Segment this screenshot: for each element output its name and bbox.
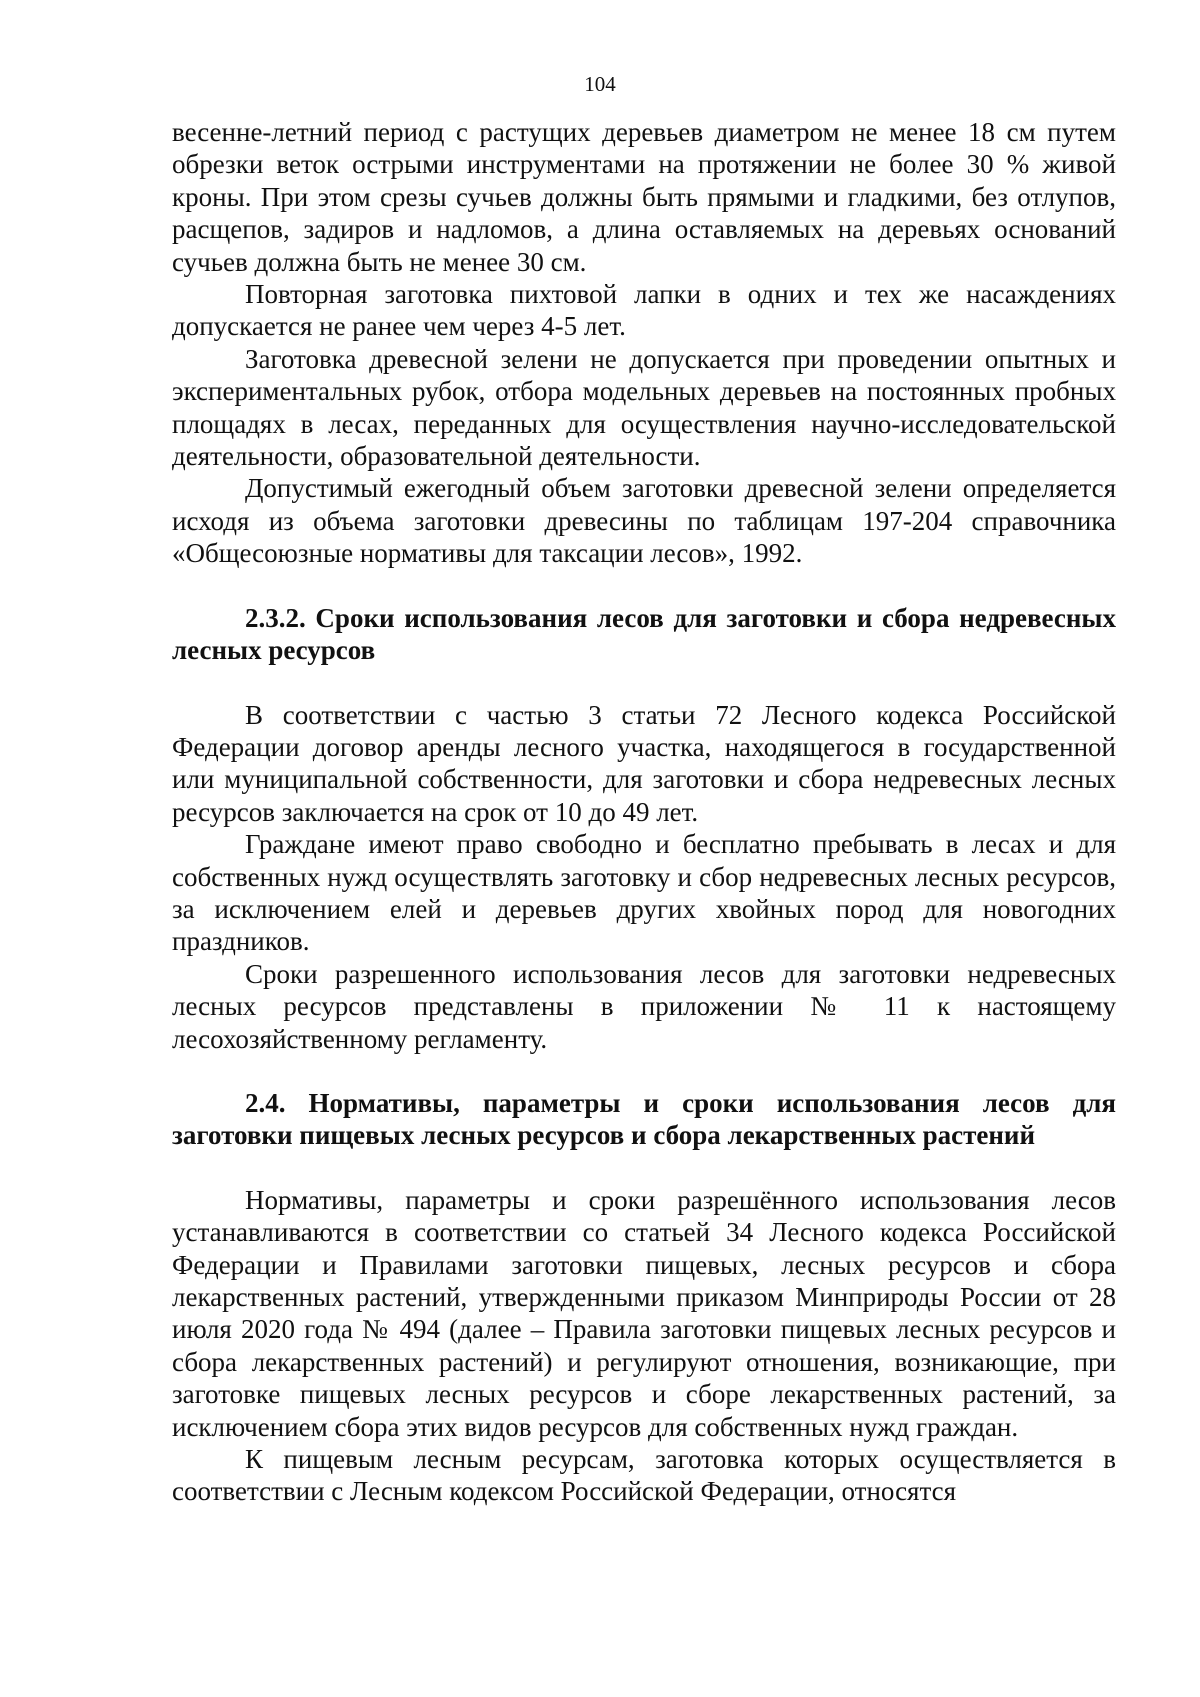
paragraph: Допустимый ежегодный объем заготовки древесной зелени определяется исходя из объема заготовки древесины по таблицам 197-204 справочника «Общесоюзные нормативы для таксации лесов», 1992.	[172, 473, 1116, 569]
document-body	[172, 116, 1116, 1508]
section-heading-2-3-2: 2.3.2. Сроки использования лесов для заготовки и сбора недревесных лесных ресурсов	[172, 602, 1116, 666]
paragraph-continuation: весенне-летний период с растущих деревьев диаметром не менее 18 см путем обрезки веток острыми инструментами на протяжении не более 30 % живой кроны. При этом срезы сучьев должны быть прямыми и гладкими, без отлупов, расщепов, задиров и надломов, а длина оставляемых на деревьях оснований сучьев должна быть не менее 30 см.	[172, 117, 1116, 277]
paragraph: Нормативы, параметры и сроки разрешённого использования лесов устанавливаются в соответствии со статьей 34 Лесного кодекса Российской Федерации и Правилами заготовки пищевых, лесных ресурсов и сбора лекарственных растений, утвержденными приказом Минприроды России от 28 июля 2020 года № 494 (далее – Правила заготовки пищевых лесных ресурсов и сбора лекарственных растений) и регулируют отношения, возникающие, при заготовке пищевых лесных ресурсов и сборе лекарственных растений, за исключением сбора этих видов ресурсов для собственных нужд граждан.	[172, 1184, 1116, 1442]
page-number: 104	[584, 72, 616, 96]
paragraph: К пищевым лесным ресурсам, заготовка которых осуществляется в соответствии с Лесным кодексом Российской Федерации, относятся	[172, 1444, 1116, 1507]
paragraph: Повторная заготовка пихтовой лапки в одних и тех же насаждениях допускается не ранее чем через 4-5 лет.	[172, 279, 1116, 342]
section-heading-2-4: 2.4. Нормативы, параметры и сроки использования лесов для заготовки пищевых лесных ресурсов и сбора лекарственных растений	[172, 1087, 1116, 1151]
paragraph: В соответствии с частью 3 статьи 72 Лесного кодекса Российской Федерации договор аренды лесного участка, находящегося в государственной или муниципальной собственности, для заготовки и сбора недревесных лесных ресурсов заключается на срок от 10 до 49 лет.	[172, 699, 1116, 827]
paragraph: Сроки разрешенного использования лесов для заготовки недревесных лесных ресурсов представлены в приложении № 11 к настоящему лесохозяйственному регламенту.	[172, 958, 1116, 1054]
paragraph: Граждане имеют право свободно и бесплатно пребывать в лесах и для собственных нужд осуществлять заготовку и сбор недревесных лесных ресурсов, за исключением елей и деревьев других хвойных пород для новогодних праздников.	[172, 829, 1116, 957]
paragraph: Заготовка древесной зелени не допускается при проведении опытных и экспериментальных рубок, отбора модельных деревьев на постоянных пробных площадях в лесах, переданных для осуществления научно-исследовательской деятельности, образовательной деятельности.	[172, 343, 1116, 472]
